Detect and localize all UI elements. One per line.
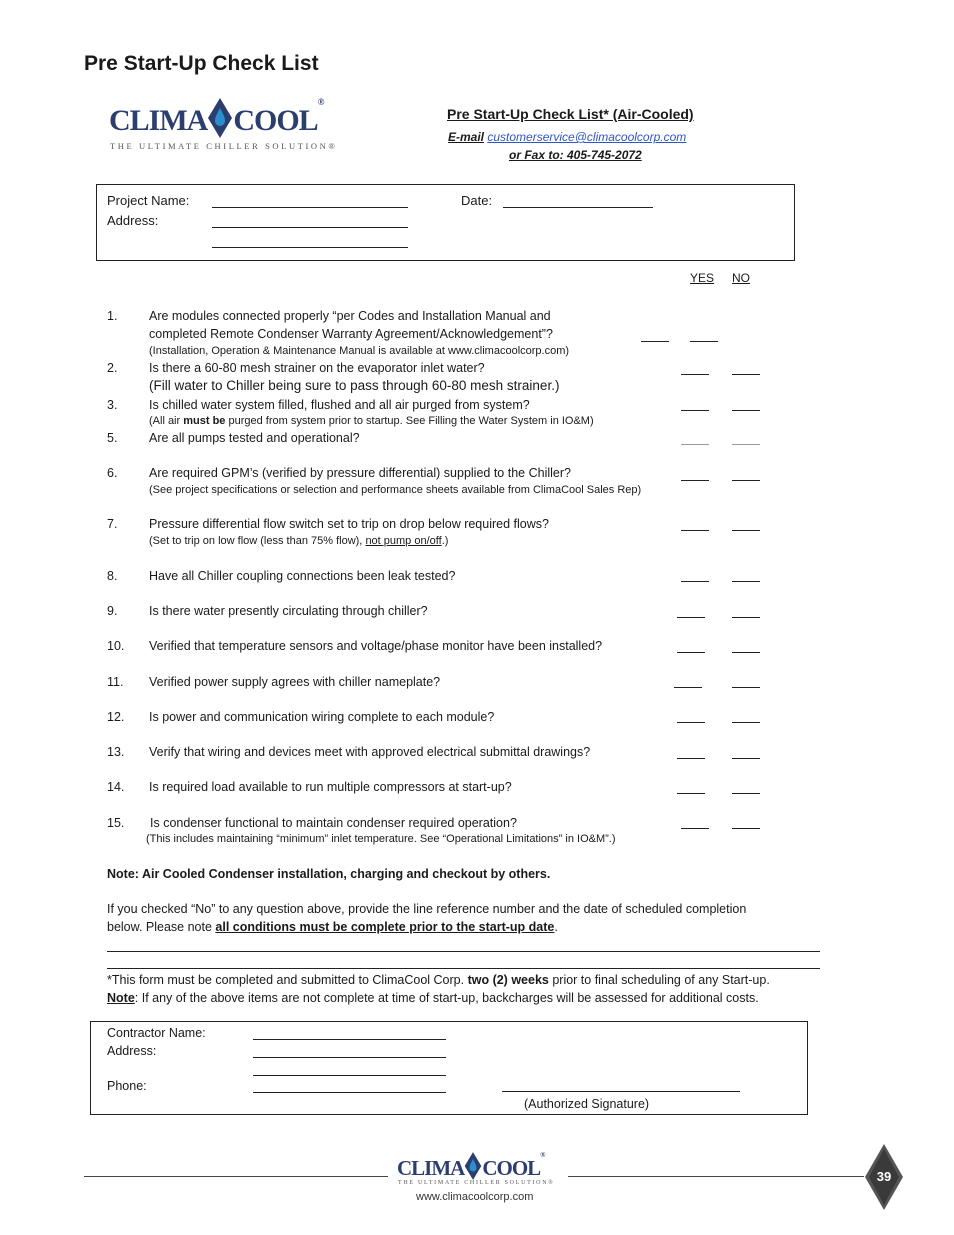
no-blank[interactable]	[732, 828, 760, 829]
question-subtext: (Installation, Operation & Maintenance Manual is available at www.climacoolcorp.com)	[149, 345, 570, 357]
backcharge-note	[107, 991, 759, 1005]
logo-tagline: THE ULTIMATE CHILLER SOLUTION®	[110, 141, 338, 151]
climacool-logo	[109, 97, 324, 144]
project-name-field[interactable]	[212, 207, 408, 208]
project-info-box	[96, 184, 795, 261]
no-blank[interactable]	[732, 652, 760, 653]
yes-blank[interactable]	[681, 828, 709, 829]
project-name-label: Project Name:	[107, 193, 190, 208]
yes-blank[interactable]	[677, 722, 705, 723]
contractor-address-field-1[interactable]	[253, 1057, 446, 1058]
question-text: Verified that temperature sensors and voltage/phase monitor have been installed?	[149, 639, 603, 653]
logo-left-word: CLIMA	[109, 103, 208, 137]
yes-blank[interactable]	[677, 652, 705, 653]
yes-blank[interactable]	[677, 793, 705, 794]
yes-blank[interactable]	[677, 758, 705, 759]
address-field-2[interactable]	[212, 247, 408, 248]
question-text: Are required GPM’s (verified by pressure differential) supplied to the Chiller?	[149, 466, 571, 480]
question-number: 12.	[107, 710, 125, 724]
email-link[interactable]: customerservice@climacoolcorp.com	[487, 130, 687, 144]
yes-blank[interactable]	[681, 410, 709, 411]
subtext-part: (All air	[149, 415, 184, 427]
instructions-part: below. Please note	[107, 920, 216, 934]
question-text: Is there water presently circulating through chiller?	[149, 604, 428, 618]
contractor-address-field-2[interactable]	[253, 1075, 446, 1076]
question-text: Is condenser functional to maintain condenser required operation?	[150, 816, 517, 830]
question-number: 10.	[107, 639, 125, 653]
email-line	[448, 130, 686, 144]
instructions-emphasis: all conditions must be complete prior to the start-up date	[215, 920, 555, 934]
footer-logo-reg-mark: ®	[540, 1151, 546, 1159]
question-number: 1.	[107, 309, 118, 323]
date-label: Date:	[461, 193, 493, 208]
note-text: : If any of the above items are not complete at time of start-up, backcharges will be assessed for additional costs.	[134, 991, 759, 1005]
subtext-part: (Set to trip on low flow (less than 75% flow),	[149, 535, 366, 547]
submission-part: prior to final scheduling of any Start-up.	[548, 973, 770, 987]
question-number: 11.	[107, 675, 124, 689]
question-subtext: (This includes maintaining “minimum” inlet temperature. See “Operational Limitations” in IO&M”.)	[146, 833, 616, 845]
no-blank[interactable]	[732, 722, 760, 723]
no-header: NO	[732, 271, 750, 285]
footer-url[interactable]: www.climacoolcorp.com	[416, 1191, 534, 1203]
question-text: Have all Chiller coupling connections been leak tested?	[149, 569, 456, 583]
question-number: 13.	[107, 745, 125, 759]
no-blank[interactable]	[732, 444, 760, 445]
if-no-instructions-2	[107, 920, 558, 934]
page-number: 39	[876, 1169, 892, 1184]
subtext-part: purged from system prior to startup. See Filling the Water System in IO&M)	[225, 415, 594, 427]
subtext-part: .)	[441, 535, 449, 547]
contractor-phone-field[interactable]	[253, 1092, 446, 1093]
no-blank[interactable]	[732, 374, 760, 375]
footer-logo-left-word: CLIMA	[397, 1156, 465, 1180]
footer-logo-right-word: COOL	[482, 1156, 541, 1180]
yes-blank[interactable]	[681, 444, 709, 445]
question-text: Verify that wiring and devices meet with approved electrical submittal drawings?	[149, 745, 591, 759]
question-text: (Fill water to Chiller being sure to pass through 60-80 mesh strainer.)	[149, 378, 560, 393]
no-blank[interactable]	[732, 617, 760, 618]
no-blank[interactable]	[690, 341, 718, 342]
logo-right-word: COOL	[233, 103, 318, 137]
question-subtext	[149, 535, 448, 547]
form-title: Pre Start-Up Check List* (Air-Cooled)	[447, 106, 694, 122]
instructions-part: .	[554, 920, 558, 934]
question-number: 8.	[107, 569, 118, 583]
yes-header: YES	[690, 271, 715, 285]
question-text: Is power and communication wiring complete to each module?	[149, 710, 495, 724]
no-blank[interactable]	[732, 410, 760, 411]
question-text: Are all pumps tested and operational?	[149, 431, 360, 445]
submission-emphasis: two (2) weeks	[467, 973, 549, 987]
footer-logo-tagline: THE ULTIMATE CHILLER SOLUTION®	[398, 1180, 555, 1186]
air-cooled-note: Note: Air Cooled Condenser installation, charging and checkout by others.	[107, 867, 551, 881]
question-number: 14.	[107, 780, 125, 794]
no-blank[interactable]	[732, 581, 760, 582]
question-text: Is chilled water system filled, flushed and all air purged from system?	[149, 398, 530, 412]
question-number: 3.	[107, 398, 118, 412]
footer-rule-right	[568, 1176, 864, 1177]
yes-blank[interactable]	[681, 374, 709, 375]
no-blank[interactable]	[732, 480, 760, 481]
question-number: 9.	[107, 604, 118, 618]
yes-blank[interactable]	[641, 341, 669, 342]
footer-rule-left	[84, 1176, 388, 1177]
address-field-1[interactable]	[212, 227, 408, 228]
response-line-2[interactable]	[107, 968, 820, 969]
question-subtext	[149, 415, 594, 427]
no-blank[interactable]	[732, 793, 760, 794]
question-number: 7.	[107, 517, 118, 531]
submission-text	[107, 973, 770, 987]
signature-field[interactable]	[502, 1091, 740, 1092]
question-text: Is there a 60-80 mesh strainer on the evaporator inlet water?	[149, 361, 485, 375]
contractor-address-label: Address:	[107, 1044, 157, 1058]
signature-label: (Authorized Signature)	[524, 1097, 650, 1111]
contractor-name-field[interactable]	[253, 1039, 446, 1040]
subtext-bold: must be	[183, 415, 226, 427]
date-field[interactable]	[503, 207, 653, 208]
subtext-underlined: not pump on/off	[365, 535, 442, 547]
email-label: E-mail	[448, 130, 485, 144]
question-text: completed Remote Condenser Warranty Agreement/Acknowledgement”?	[149, 327, 553, 341]
question-text: Are modules connected properly “per Codes and Installation Manual and	[149, 309, 551, 323]
if-no-instructions: If you checked “No” to any question above, provide the line reference number and the date of scheduled completion	[107, 902, 747, 916]
yes-blank[interactable]	[681, 480, 709, 481]
yes-blank[interactable]	[677, 617, 705, 618]
no-blank[interactable]	[732, 758, 760, 759]
contractor-name-label: Contractor Name:	[107, 1026, 206, 1040]
question-number: 5.	[107, 431, 118, 445]
response-line-1[interactable]	[107, 951, 820, 952]
question-text: Pressure differential flow switch set to trip on drop below required flows?	[149, 517, 549, 531]
yes-blank[interactable]	[681, 581, 709, 582]
note-label: Note	[107, 991, 135, 1005]
address-label: Address:	[107, 213, 159, 228]
question-number: 2.	[107, 361, 118, 375]
page-title: Pre Start-Up Check List	[84, 52, 319, 75]
page-number-badge	[864, 1143, 904, 1211]
yes-blank[interactable]	[674, 687, 702, 688]
no-blank[interactable]	[732, 530, 760, 531]
logo-drop-icon	[207, 97, 233, 144]
question-text: Verified power supply agrees with chiller nameplate?	[149, 675, 441, 689]
contractor-phone-label: Phone:	[107, 1079, 147, 1093]
question-text: Is required load available to run multiple compressors at start-up?	[149, 780, 512, 794]
logo-reg-mark: ®	[317, 97, 325, 107]
question-number: 6.	[107, 466, 118, 480]
question-number: 15.	[107, 816, 125, 830]
fax-line: or Fax to: 405-745-2072	[509, 148, 642, 162]
no-blank[interactable]	[732, 687, 760, 688]
question-subtext: (See project specifications or selection and performance sheets available from ClimaCool Sales Rep)	[149, 484, 642, 496]
yes-blank[interactable]	[681, 530, 709, 531]
submission-part: *This form must be completed and submitted to ClimaCool Corp.	[107, 973, 468, 987]
